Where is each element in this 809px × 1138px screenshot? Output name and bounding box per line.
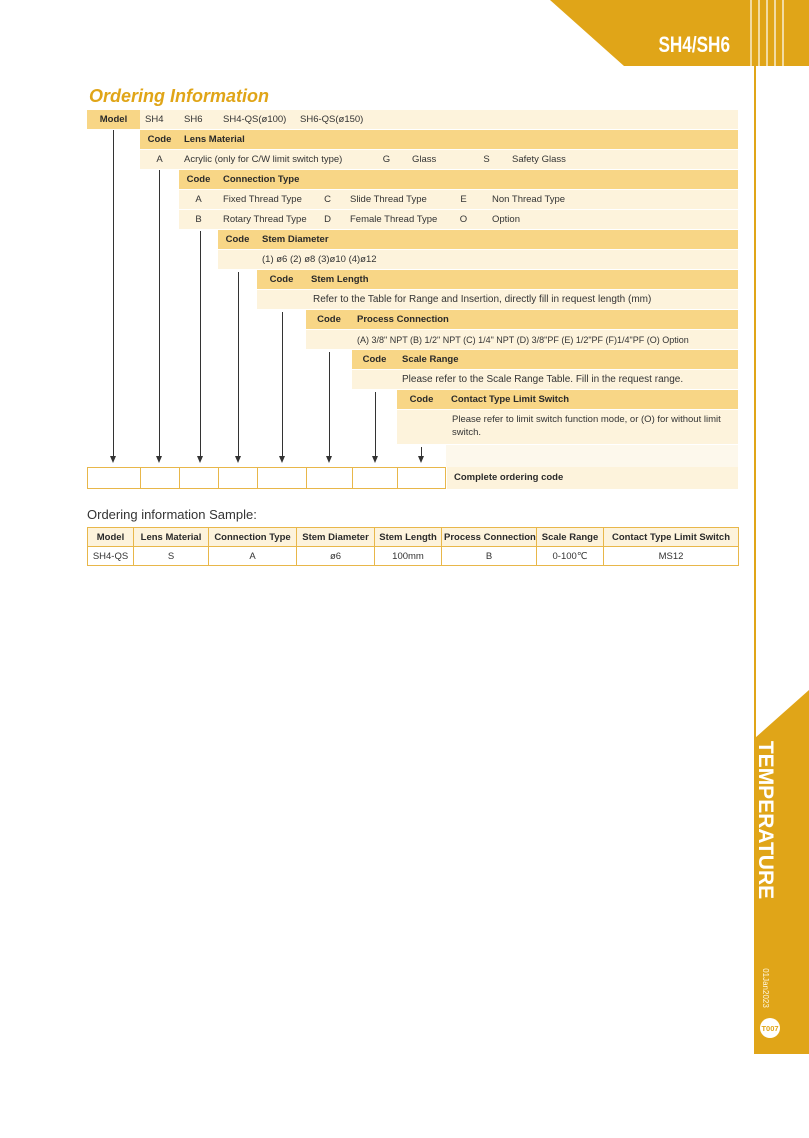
lens-code: G: [366, 150, 407, 169]
sample-cell: 0-100℃: [537, 547, 604, 566]
contact-title: Contact Type Limit Switch: [446, 390, 738, 409]
stemlen-code-label: Code: [257, 270, 306, 289]
sample-cell: ø6: [297, 547, 375, 566]
model-option: SH4-QS(ø100): [218, 110, 295, 129]
contact-text: [446, 410, 738, 444]
lens-desc: Safety Glass: [507, 150, 738, 169]
conn-code: E: [440, 190, 487, 209]
scale-title: Scale Range: [397, 350, 738, 369]
contact-code-label: Code: [397, 390, 446, 409]
code-box-divider: [397, 467, 398, 489]
conn-desc: Rotary Thread Type: [218, 210, 310, 229]
arrow-down-icon: [110, 456, 116, 463]
sample-cell: B: [442, 547, 537, 566]
conn-code: B: [179, 210, 218, 229]
code-box-divider: [179, 467, 180, 489]
conn-desc: Female Thread Type: [345, 210, 440, 229]
sample-header: Stem Diameter: [297, 528, 375, 547]
conn-desc: Slide Thread Type: [345, 190, 440, 209]
arrow-down-icon: [326, 456, 332, 463]
lens-code: A: [140, 150, 179, 169]
sample-cell: MS12: [604, 547, 739, 566]
stemlen-code: [257, 290, 306, 309]
guide-line: [159, 170, 160, 457]
conn-code: O: [440, 210, 487, 229]
sample-table: [87, 527, 739, 566]
scale-code: [352, 370, 397, 389]
sample-header: Scale Range: [537, 528, 604, 547]
stemdia-code-label: Code: [218, 230, 257, 249]
product-code: SH4/SH6: [658, 32, 730, 57]
sample-header: Connection Type: [209, 528, 297, 547]
conn-code: D: [310, 210, 345, 229]
conn-title: Connection Type: [218, 170, 738, 189]
sample-header: Contact Type Limit Switch: [604, 528, 739, 547]
code-box-divider: [257, 467, 258, 489]
model-option: SH6-QS(ø150): [295, 110, 408, 129]
contact-text-line: switch.: [452, 427, 482, 438]
arrow-down-icon: [197, 456, 203, 463]
arrow-down-icon: [418, 456, 424, 463]
sample-header-row: [88, 528, 739, 547]
conn-code: C: [310, 190, 345, 209]
stemlen-text: Refer to the Table for Range and Insertion, directly fill in request length (mm): [306, 290, 738, 309]
arrow-down-icon: [156, 456, 162, 463]
guide-line: [329, 352, 330, 457]
conn-desc: Option: [487, 210, 738, 229]
scale-code-label: Code: [352, 350, 397, 369]
model-option: SH4: [140, 110, 179, 129]
code-box-divider: [306, 467, 307, 489]
lens-title: Lens Material: [179, 130, 738, 149]
proc-options: (A) 3/8" NPT (B) 1/2" NPT (C) 1/4" NPT (D) 3/8"PF (E) 1/2"PF (F)1/4"PF (O) Option: [352, 330, 738, 349]
arrow-down-icon: [372, 456, 378, 463]
complete-code-label: Complete ordering code: [447, 467, 738, 489]
lens-desc: Acrylic (only for C/W limit switch type): [179, 150, 366, 169]
guide-line: [200, 231, 201, 457]
sample-header: Lens Material: [134, 528, 209, 547]
stemdia-title: Stem Diameter: [257, 230, 738, 249]
lens-code-label: Code: [140, 130, 179, 149]
sample-header: Stem Length: [375, 528, 442, 547]
lens-desc: Glass: [407, 150, 466, 169]
conn-desc: Fixed Thread Type: [218, 190, 310, 209]
code-box-divider: [352, 467, 353, 489]
model-option: SH6: [179, 110, 218, 129]
stemdia-code: [218, 250, 257, 269]
sample-header: Model: [88, 528, 134, 547]
sample-cell: A: [209, 547, 297, 566]
sample-row: [88, 547, 739, 566]
sample-cell: SH4-QS: [88, 547, 134, 566]
guide-line: [238, 272, 239, 457]
proc-title: Process Connection: [352, 310, 738, 329]
guide-line: [375, 392, 376, 457]
grid-footer-band: [446, 445, 738, 467]
lens-code: S: [466, 150, 507, 169]
category-label: TEMPERATURE: [754, 740, 777, 900]
proc-code: [306, 330, 352, 349]
contact-text-line: Please refer to limit switch function mode, or (O) for without limit: [452, 414, 721, 425]
sample-cell: 100mm: [375, 547, 442, 566]
model-empty: [408, 110, 738, 129]
arrow-down-icon: [279, 456, 285, 463]
contact-code: [397, 410, 446, 444]
sample-header: Process Connection: [442, 528, 537, 547]
model-label: Model: [87, 110, 140, 129]
page-number: T007: [760, 1018, 780, 1038]
code-box-divider: [140, 467, 141, 489]
date-label: 01Jan2023: [761, 968, 770, 1008]
sample-cell: S: [134, 547, 209, 566]
code-box-divider: [218, 467, 219, 489]
guide-line: [282, 312, 283, 457]
sample-title: Ordering information Sample:: [87, 507, 257, 522]
stemdia-options: (1) ø6 (2) ø8 (3)ø10 (4)ø12: [257, 250, 738, 269]
conn-code: A: [179, 190, 218, 209]
conn-code-label: Code: [179, 170, 218, 189]
stemlen-title: Stem Length: [306, 270, 738, 289]
guide-line: [113, 130, 114, 457]
arrow-down-icon: [235, 456, 241, 463]
conn-desc: Non Thread Type: [487, 190, 738, 209]
section-title: Ordering Information: [89, 86, 269, 106]
scale-text: Please refer to the Scale Range Table. Fill in the request range.: [397, 370, 738, 389]
proc-code-label: Code: [306, 310, 352, 329]
